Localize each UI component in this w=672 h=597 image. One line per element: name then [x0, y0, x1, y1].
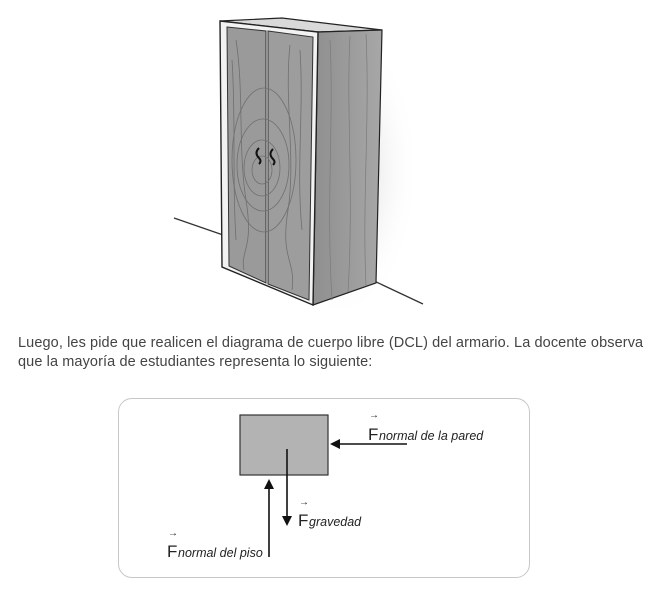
free-body-diagram	[119, 399, 529, 577]
normal-floor-subscript: normal del piso	[178, 546, 263, 560]
gravity-vector-arrow: →	[299, 497, 309, 508]
paragraph-line-1: Luego, les pide que realicen el diagrama de cuerpo libre (DCL) del armario. La docente observa	[18, 335, 644, 351]
wardrobe-illustration	[150, 0, 450, 320]
normal-floor-vector-arrow: →	[168, 528, 178, 539]
gravity-symbol: F	[298, 511, 309, 530]
normal-floor-symbol: F	[167, 542, 178, 561]
wardrobe-block	[240, 415, 328, 475]
instruction-paragraph	[18, 334, 668, 372]
normal-wall-subscript: normal de la pared	[379, 429, 484, 443]
gravity-subscript: gravedad	[309, 515, 362, 529]
normal-wall-vector-arrow: →	[369, 410, 379, 421]
floor-line-left	[174, 218, 226, 236]
normal-wall-label	[368, 410, 484, 444]
free-body-diagram-panel	[118, 398, 530, 578]
normal-floor-label	[167, 528, 263, 561]
gravity-label	[298, 497, 362, 530]
normal-wall-symbol: F	[368, 425, 379, 444]
wardrobe-side	[313, 30, 382, 305]
paragraph-line-2: que la mayoría de estudiantes representa lo siguiente:	[18, 354, 373, 370]
